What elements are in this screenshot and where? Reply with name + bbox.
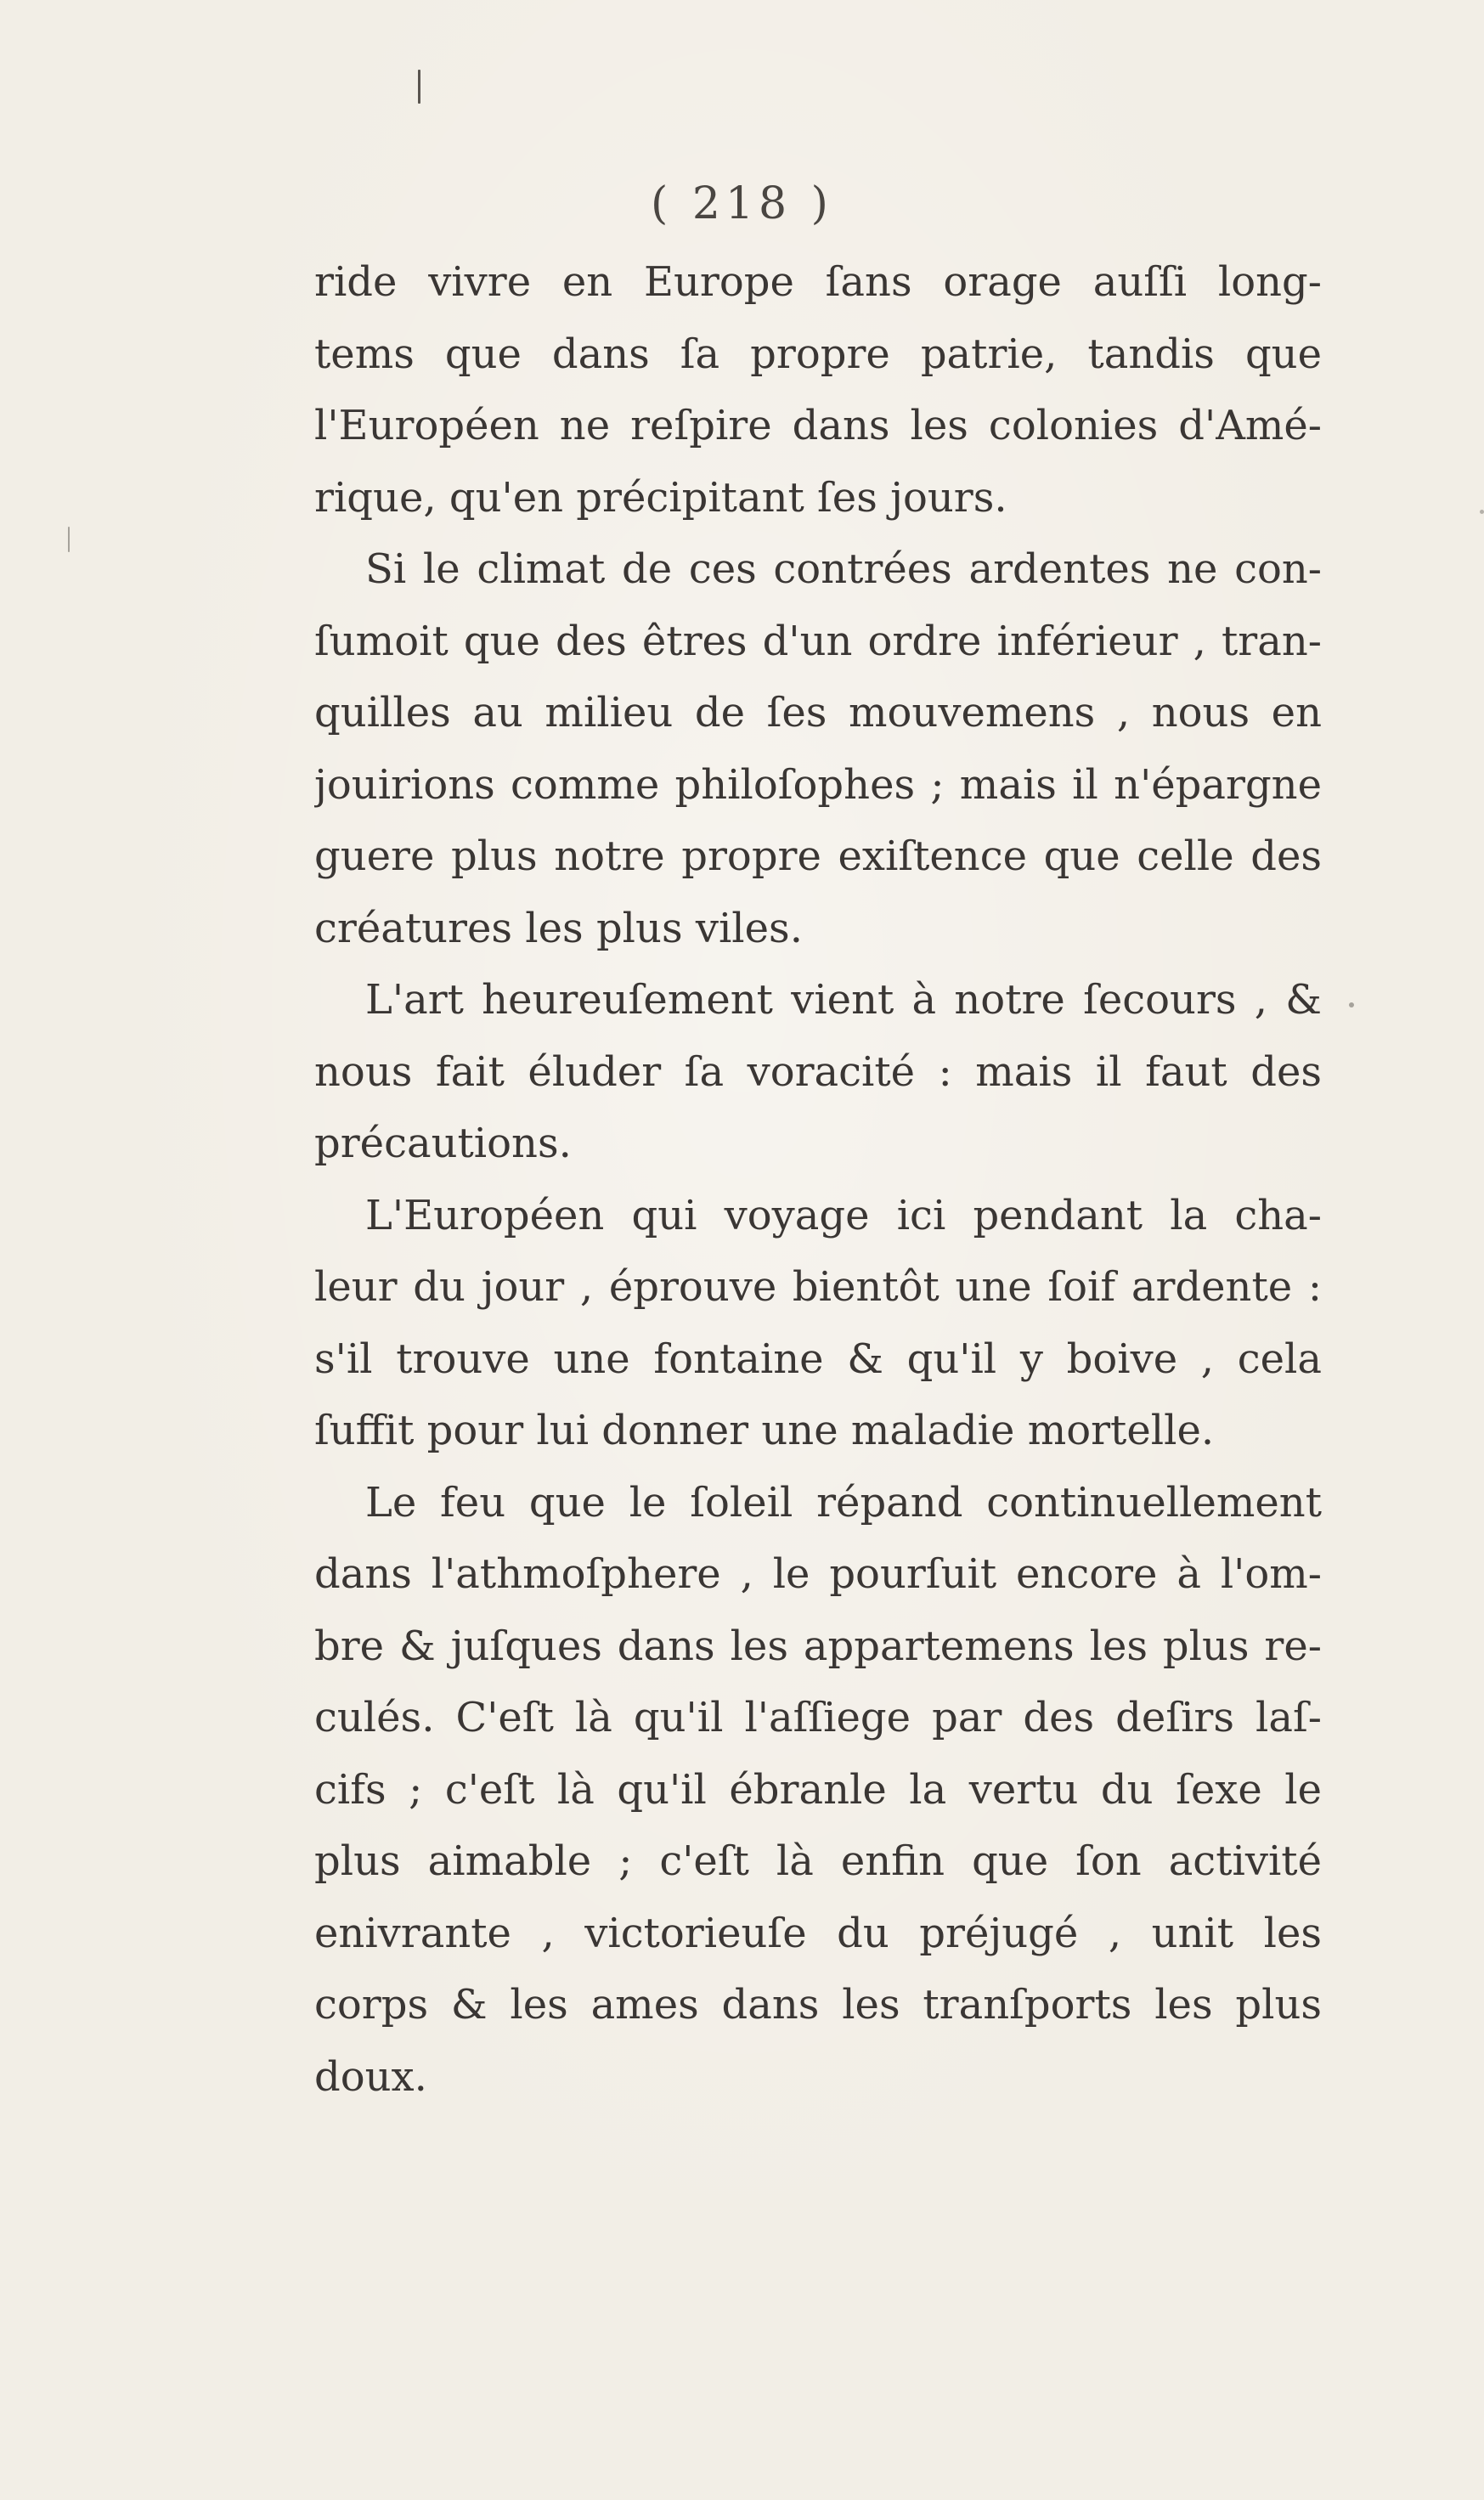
text-line: ride vivre en Europe ſans orage auſſi long- (314, 258, 1322, 306)
page-number: ( 218 ) (651, 178, 833, 229)
text-line: quilles au milieu de ſes mouvemens , nous en (314, 689, 1322, 736)
text-line: dans l'athmoſphere , le pourſuit encore à l'om- (314, 1550, 1322, 1598)
text-line: culés. C'eſt là qu'il l'aſſiege par des deſirs laſ- (314, 1694, 1322, 1741)
text-line: enivrante , victorieuſe du préjugé , unit les (314, 1909, 1322, 1957)
text-line: doux. (314, 2052, 427, 2101)
paragraph-start-line: L'art heureuſement vient à notre ſecours , & (365, 976, 1322, 1024)
text-line: l'Européen ne reſpire dans les colonies d'Amé- (314, 402, 1322, 449)
paragraph-start-line: L'Européen qui voyage ici pendant la cha- (365, 1191, 1322, 1239)
ink-speck (418, 70, 420, 104)
text-line: jouirions comme philoſophes ; mais il n'épargne (314, 760, 1322, 809)
ink-speck (68, 527, 70, 552)
text-line: cifs ; c'eſt là qu'il ébranle la vertu du ſexe le (314, 1765, 1322, 1814)
text-line: guere plus notre propre exiſtence que celle des (314, 832, 1322, 880)
text-line: plus aimable ; c'eſt là enfin que ſon activité (314, 1837, 1322, 1885)
text-line: précautions. (314, 1120, 572, 1167)
text-line: corps & les ames dans les tranſports les plus (314, 1981, 1322, 2029)
ink-speck (1480, 510, 1484, 514)
text-line: leur du jour , éprouve bientôt une ſoif ardente : (314, 1263, 1322, 1311)
paragraph-start-line: Si le climat de ces contrées ardentes ne con- (365, 545, 1322, 593)
text-line: tems que dans ſa propre patrie, tandis que (314, 330, 1322, 378)
text-line: s'il trouve une fontaine & qu'il y boive , cela (314, 1335, 1322, 1383)
text-line: ſuffit pour lui donner une maladie mortelle. (314, 1407, 1215, 1454)
text-line: créatures les plus viles. (314, 904, 803, 952)
text-line: ſumoit que des êtres d'un ordre inférieur , tran- (314, 617, 1322, 665)
paragraph-start-line: Le feu que le ſoleil répand continuellement (365, 1478, 1322, 1527)
text-line: nous fait éluder ſa voracité : mais il faut des (314, 1047, 1322, 1096)
body-text (314, 246, 1322, 2113)
text-line: bre & juſques dans les appartemens les plus re- (314, 1622, 1322, 1670)
text-line: rique, qu'en précipitant ſes jours. (314, 473, 1007, 522)
ink-speck (1349, 1002, 1354, 1007)
